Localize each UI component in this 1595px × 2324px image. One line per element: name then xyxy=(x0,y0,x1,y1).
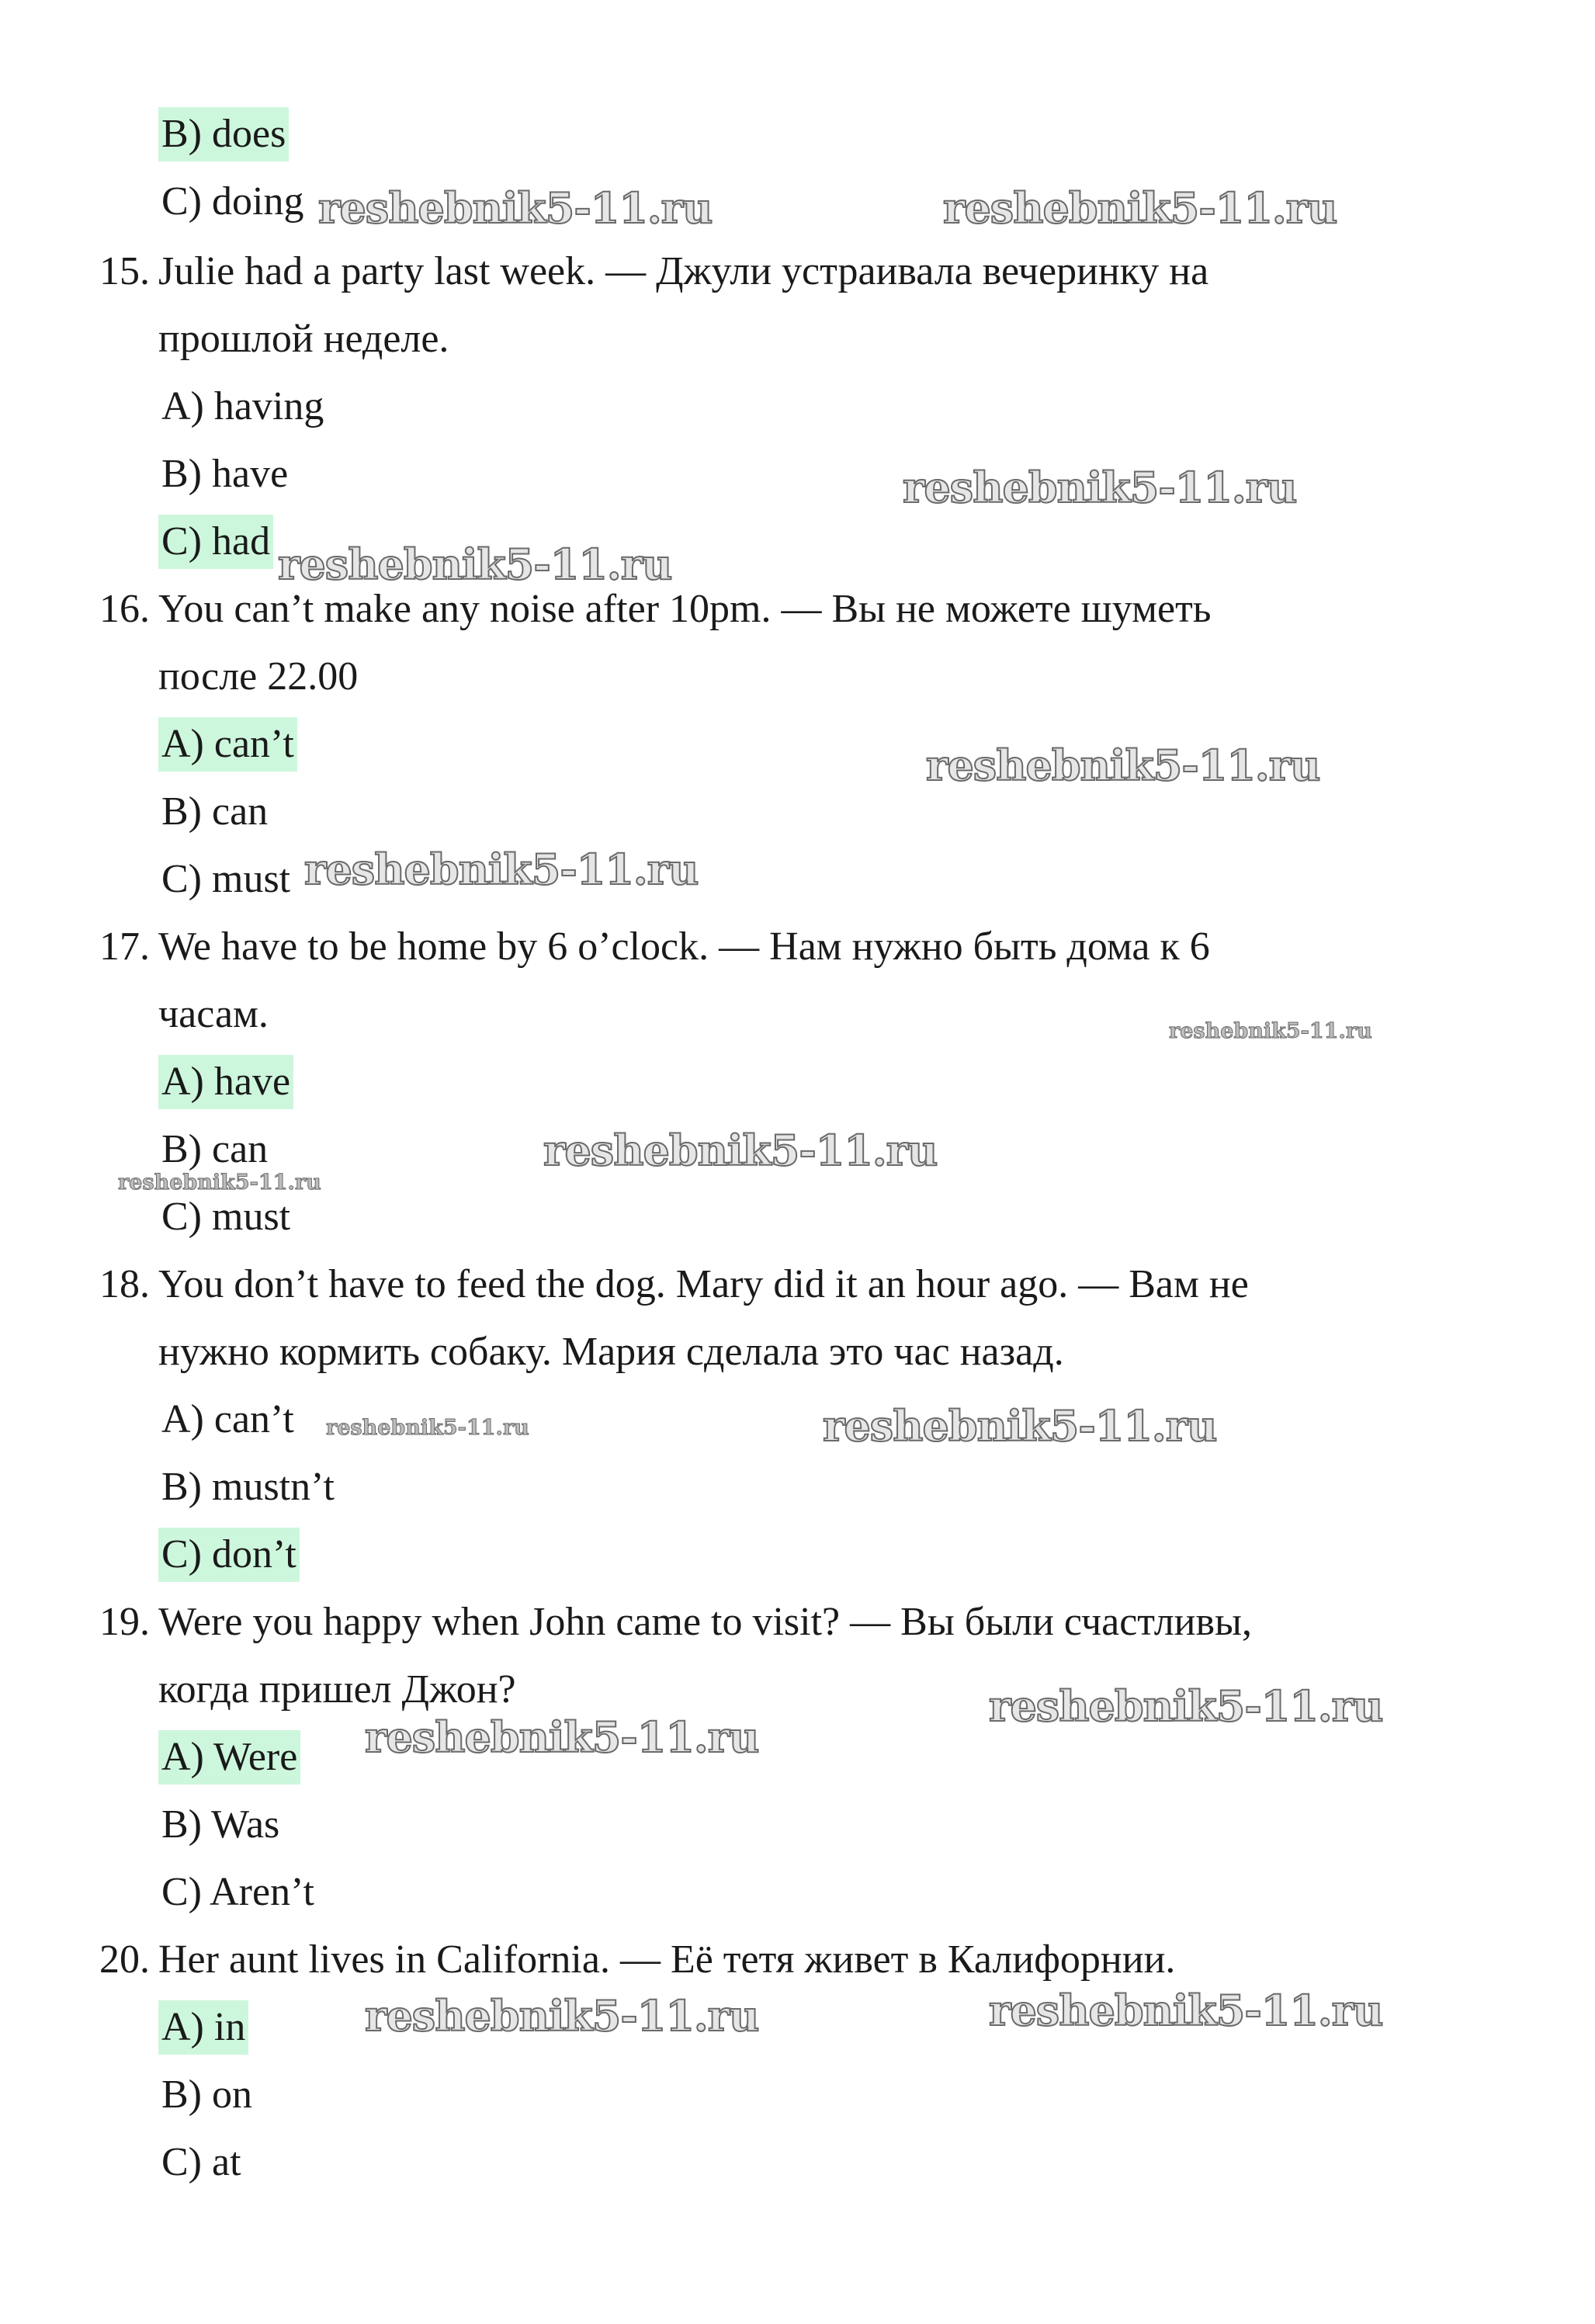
answer-option: A) can’t xyxy=(161,1397,294,1441)
question-number: 15. xyxy=(99,249,150,293)
answer-option: C) Aren’t xyxy=(161,1870,314,1914)
watermark: reshebnik5-11.ru xyxy=(989,1986,1383,2035)
watermark: reshebnik5-11.ru xyxy=(326,1416,529,1440)
question-number: 18. xyxy=(99,1262,150,1306)
question-text-continued: часам. xyxy=(158,992,269,1036)
watermark: reshebnik5-11.ru xyxy=(1169,1019,1372,1043)
answer-option-correct: B) does xyxy=(158,107,289,161)
question-text-continued: после 22.00 xyxy=(158,654,359,699)
answer-option: B) can xyxy=(161,1127,269,1171)
watermark: reshebnik5-11.ru xyxy=(989,1681,1383,1731)
question-number: 16. xyxy=(99,587,150,631)
watermark: reshebnik5-11.ru xyxy=(903,463,1297,512)
watermark: reshebnik5-11.ru xyxy=(304,845,699,894)
question-text-continued: нужно кормить собаку. Мария сделала это час назад. xyxy=(158,1330,1064,1374)
watermark: reshebnik5-11.ru xyxy=(365,1712,759,1762)
question-text: Julie had a party last week. — Джули устраивала вечеринку на xyxy=(158,249,1209,293)
question-text-continued: когда пришел Джон? xyxy=(158,1667,516,1712)
answer-option: C) at xyxy=(161,2140,241,2184)
answer-option-correct: A) Were xyxy=(158,1730,300,1785)
answer-option-correct: A) have xyxy=(158,1055,293,1109)
question-text: Were you happy when John came to visit? — Вы были счастливы, xyxy=(158,1600,1252,1644)
question-number: 19. xyxy=(99,1600,150,1644)
question-text: You can’t make any noise after 10pm. — Вы не можете шуметь xyxy=(158,587,1212,631)
question-number: 20. xyxy=(99,1937,150,1982)
answer-option: B) can xyxy=(161,789,269,834)
watermark: reshebnik5-11.ru xyxy=(926,741,1320,790)
answer-option-correct: C) had xyxy=(158,515,273,569)
answer-option: B) on xyxy=(161,2073,252,2117)
question-text: Her aunt lives in California. — Её тетя живет в Калифорнии. xyxy=(158,1937,1176,1982)
question-number: 17. xyxy=(99,924,150,969)
answer-option: B) have xyxy=(161,452,289,496)
answer-option: C) must xyxy=(161,1195,291,1239)
question-text-continued: прошлой неделе. xyxy=(158,317,449,361)
watermark: reshebnik5-11.ru xyxy=(318,183,713,233)
watermark: reshebnik5-11.ru xyxy=(823,1401,1217,1451)
watermark: reshebnik5-11.ru xyxy=(365,1991,759,2041)
answer-option: C) must xyxy=(161,857,291,901)
watermark: reshebnik5-11.ru xyxy=(278,539,672,589)
watermark: reshebnik5-11.ru xyxy=(943,183,1337,233)
question-text: You don’t have to feed the dog. Mary did it an hour ago. — Вам не xyxy=(158,1262,1249,1306)
answer-option-correct: A) can’t xyxy=(158,717,297,772)
watermark: reshebnik5-11.ru xyxy=(118,1171,321,1195)
question-text: We have to be home by 6 o’clock. — Нам нужно быть дома к 6 xyxy=(158,924,1210,969)
answer-option: A) having xyxy=(161,384,324,428)
answer-option-correct: C) don’t xyxy=(158,1528,300,1582)
answer-option: C) doing xyxy=(161,179,304,224)
watermark: reshebnik5-11.ru xyxy=(543,1126,938,1175)
answer-option: B) mustn’t xyxy=(161,1465,335,1509)
answer-option-correct: A) in xyxy=(158,2000,248,2055)
answer-option: B) Was xyxy=(161,1802,280,1847)
